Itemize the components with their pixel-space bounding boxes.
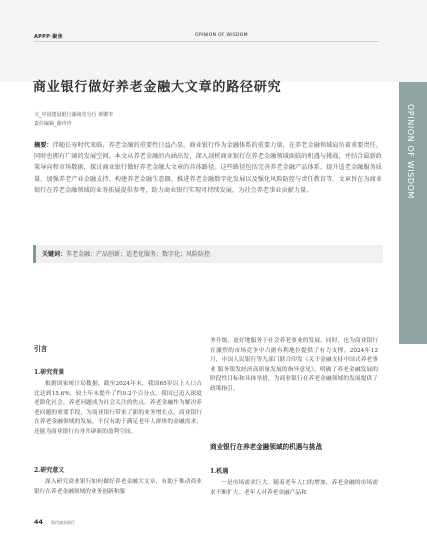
abstract-text: 伴随长寿时代来临，养老金融的重要性日益凸显。商业银行作为金融体系的重要力量，在养老金融领域肩负着重要责任，同时也拥有广阔的发展空间。本文从养老金融的内涵出发，深入剖析商业银行在养老金融领域面临的机遇与挑战，并结合最新政策导向和市场数据，探讨商业银行做好养老金融大文章的具体路径。这些路径包括完善养老金融产品体系、提升适老金融服务质量、加强养老产业金融支持、构建养老金融生态圈、推进养老金融数字化发展以及强化风险防控与责任教育等。文章旨在为商业银行在养老金融领域的业务拓展提供参考，助力商业银行实现可持续发展，为社会养老事业贡献力量。 [34, 142, 383, 194]
paragraph: 务升级，更好地服务于社会养老事业的发展。同时，也为商业银行在激烈的市场竞争中占据有利地位提供了有力支撑。2024年12月，中国人民银行等九部门联合印发《关于金融支持中国式养老事业 服务银发经济高质量发展的指导意见》，明确了养老金融发展的阶段性目标和具体举措，为商业银行在养老金融领域的发展提供了政策指引。 [210, 338, 378, 392]
magazine-name: 现代商业银行 [50, 520, 75, 525]
author-block [34, 111, 113, 129]
paragraph: 根据国家统计局数据，截至2024年末，我国65岁以上人口占比达到15.6%，较上年末提升了约0.2个百分点。我国已迈入深度老龄化社会，养老问题成为社会关注的焦点。养老金融作为解决养老问题的重要手段，为商业银行带来了新的业务增长点。商业银行在养老金融领域的发展，不仅有助于满足老年人群体的金融需求，还能为商业银行自身开辟新的盈利空间。 [34, 381, 202, 435]
right-column-para-1 [210, 337, 378, 394]
left-column-para-1 [34, 380, 202, 437]
section-label: APPP·聚焦 [34, 34, 63, 40]
paragraph: 一是市场需求巨大。随着老年人口的增加，养老金融的市场需求不断扩大。老年人对养老金融产品和 [210, 480, 378, 496]
subheading-significance: 2.研究意义 [34, 467, 65, 474]
keywords [42, 249, 210, 258]
keywords-label: 关键词： [42, 251, 67, 258]
editor-line: 责任编辑_曲玲玲 [34, 121, 72, 127]
page-footer [34, 518, 75, 526]
side-tab [399, 82, 427, 344]
left-column-para-2 [34, 478, 202, 497]
right-column-para-2 [210, 479, 378, 498]
section-heading-opportunities: 商业银行在养老金融领域的机遇与挑战 [210, 443, 323, 451]
intro-heading: 引言 [34, 345, 48, 353]
header-divider [34, 41, 379, 42]
paragraph: 深入研究商业银行如何做好养老金融大文章，有助于推动商业银行在养老金融领域的业务创新和服 [34, 479, 202, 495]
author-line: 文_中国建设银行湖南省分行 黄姗李 [34, 112, 114, 118]
page-number: 44 [34, 518, 44, 526]
abstract [34, 140, 382, 196]
subheading-opportunities: 1.机遇 [210, 468, 229, 475]
keywords-accent-bar [33, 245, 36, 263]
keywords-text: 养老金融；产品创新；适老化服务；数字化；风险防控 [66, 251, 211, 258]
column-label: OPINION OF WISDOM [195, 33, 248, 38]
article-title: 商业银行做好养老金融大文章的路径研究 [33, 80, 282, 95]
side-tab-label: OPINION OF WISDOM [406, 104, 415, 199]
subheading-background: 1.研究背景 [34, 369, 65, 376]
abstract-label: 摘要： [34, 142, 53, 149]
